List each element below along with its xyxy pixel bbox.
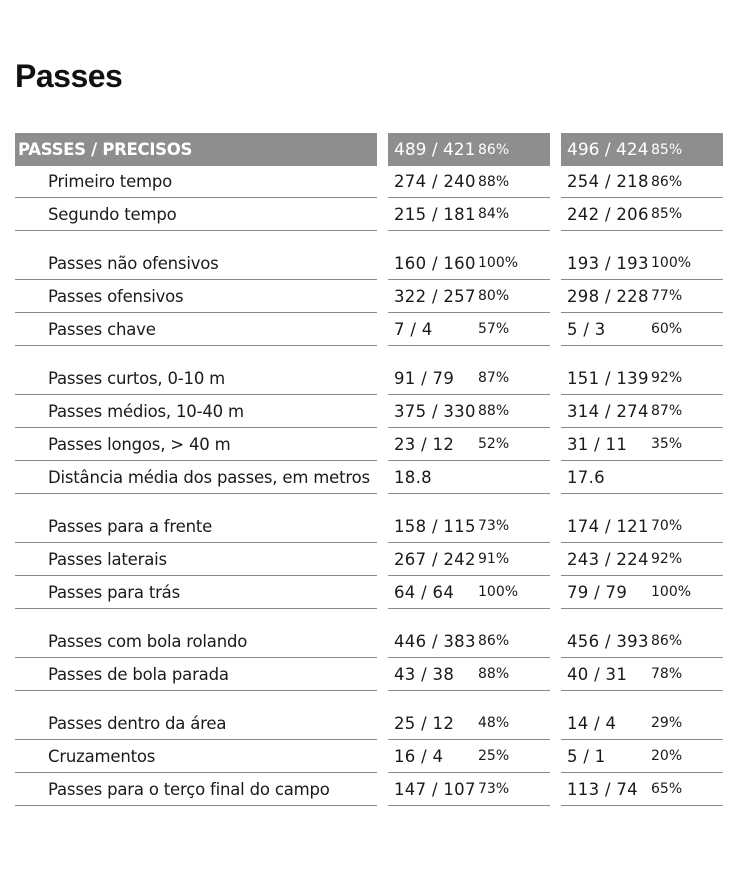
row-label: Passes de bola parada [15, 658, 377, 691]
team1-percent: 88% [476, 166, 550, 198]
team1-fraction: 160 / 160 [388, 231, 476, 280]
team2-percent: 60% [649, 313, 723, 346]
table-row [15, 346, 723, 395]
page-title: Passes [15, 58, 123, 94]
header-team2-percent: 85% [649, 133, 723, 166]
team2-percent: 85% [649, 198, 723, 231]
team2-fraction: 314 / 274 [561, 395, 649, 428]
team1-percent: 88% [476, 395, 550, 428]
table-row [15, 461, 723, 494]
column-gap [377, 461, 388, 494]
team1-percent: 80% [476, 280, 550, 313]
team1-fraction: 375 / 330 [388, 395, 476, 428]
column-gap [550, 691, 561, 740]
column-gap [550, 658, 561, 691]
team2-fraction: 243 / 224 [561, 543, 649, 576]
team1-fraction: 18.8 [388, 461, 476, 494]
team1-fraction: 25 / 12 [388, 691, 476, 740]
team1-fraction: 274 / 240 [388, 166, 476, 198]
team1-fraction: 158 / 115 [388, 494, 476, 543]
column-gap [550, 576, 561, 609]
table-row [15, 231, 723, 280]
column-gap [377, 494, 388, 543]
team2-percent [649, 461, 723, 494]
team2-fraction: 113 / 74 [561, 773, 649, 806]
team2-fraction: 17.6 [561, 461, 649, 494]
column-gap [377, 691, 388, 740]
team1-fraction: 322 / 257 [388, 280, 476, 313]
row-label: Primeiro tempo [15, 166, 377, 198]
team2-percent: 78% [649, 658, 723, 691]
team2-percent: 86% [649, 609, 723, 658]
team2-fraction: 5 / 1 [561, 740, 649, 773]
table-row [15, 740, 723, 773]
team2-fraction: 151 / 139 [561, 346, 649, 395]
team1-fraction: 215 / 181 [388, 198, 476, 231]
row-label: Segundo tempo [15, 198, 377, 231]
column-gap [377, 231, 388, 280]
team2-percent: 65% [649, 773, 723, 806]
column-gap [377, 658, 388, 691]
column-gap [550, 346, 561, 395]
column-gap [550, 740, 561, 773]
team1-fraction: 446 / 383 [388, 609, 476, 658]
table-row [15, 691, 723, 740]
row-label: Passes dentro da área [15, 691, 377, 740]
team1-fraction: 7 / 4 [388, 313, 476, 346]
row-label: Passes longos, > 40 m [15, 428, 377, 461]
column-gap [377, 133, 388, 166]
team1-percent [476, 461, 550, 494]
column-gap [377, 576, 388, 609]
column-gap [377, 198, 388, 231]
table-row [15, 658, 723, 691]
team1-percent: 25% [476, 740, 550, 773]
row-label: Passes laterais [15, 543, 377, 576]
passes-stats-table [15, 133, 723, 806]
team1-fraction: 64 / 64 [388, 576, 476, 609]
column-gap [550, 773, 561, 806]
team2-fraction: 31 / 11 [561, 428, 649, 461]
column-gap [550, 395, 561, 428]
column-gap [550, 166, 561, 198]
row-label: Distância média dos passes, em metros [15, 461, 377, 494]
row-label: Passes para a frente [15, 494, 377, 543]
team2-percent: 92% [649, 543, 723, 576]
column-gap [550, 280, 561, 313]
team1-percent: 57% [476, 313, 550, 346]
team1-fraction: 16 / 4 [388, 740, 476, 773]
row-label: Passes chave [15, 313, 377, 346]
team2-fraction: 242 / 206 [561, 198, 649, 231]
table-row [15, 395, 723, 428]
column-gap [377, 543, 388, 576]
team2-fraction: 14 / 4 [561, 691, 649, 740]
table-row [15, 773, 723, 806]
team2-percent: 100% [649, 576, 723, 609]
team1-percent: 87% [476, 346, 550, 395]
team2-percent: 70% [649, 494, 723, 543]
team2-fraction: 40 / 31 [561, 658, 649, 691]
team2-percent: 29% [649, 691, 723, 740]
table-row [15, 166, 723, 198]
row-label: Passes com bola rolando [15, 609, 377, 658]
column-gap [550, 461, 561, 494]
team2-percent: 35% [649, 428, 723, 461]
team1-fraction: 267 / 242 [388, 543, 476, 576]
column-gap [550, 494, 561, 543]
team2-percent: 20% [649, 740, 723, 773]
header-team1-fraction: 489 / 421 [388, 133, 476, 166]
table-header-row [15, 133, 723, 166]
team1-percent: 73% [476, 494, 550, 543]
table-row [15, 198, 723, 231]
header-team2-fraction: 496 / 424 [561, 133, 649, 166]
team2-percent: 86% [649, 166, 723, 198]
team2-fraction: 174 / 121 [561, 494, 649, 543]
column-gap [377, 740, 388, 773]
row-label: Passes médios, 10-40 m [15, 395, 377, 428]
row-label: Passes não ofensivos [15, 231, 377, 280]
team2-percent: 92% [649, 346, 723, 395]
table-row [15, 313, 723, 346]
table-row [15, 576, 723, 609]
column-gap [377, 346, 388, 395]
row-label: Passes para o terço final do campo [15, 773, 377, 806]
team1-percent: 48% [476, 691, 550, 740]
column-gap [377, 280, 388, 313]
team1-percent: 91% [476, 543, 550, 576]
team2-fraction: 193 / 193 [561, 231, 649, 280]
row-label: Passes para trás [15, 576, 377, 609]
team2-fraction: 79 / 79 [561, 576, 649, 609]
team1-percent: 52% [476, 428, 550, 461]
team1-fraction: 147 / 107 [388, 773, 476, 806]
column-gap [377, 773, 388, 806]
team1-percent: 88% [476, 658, 550, 691]
row-label: Passes ofensivos [15, 280, 377, 313]
team2-fraction: 298 / 228 [561, 280, 649, 313]
team1-fraction: 43 / 38 [388, 658, 476, 691]
team1-fraction: 91 / 79 [388, 346, 476, 395]
team2-fraction: 254 / 218 [561, 166, 649, 198]
row-label: Passes curtos, 0-10 m [15, 346, 377, 395]
column-gap [550, 198, 561, 231]
team2-fraction: 456 / 393 [561, 609, 649, 658]
table-row [15, 609, 723, 658]
column-gap [550, 428, 561, 461]
column-gap [550, 231, 561, 280]
team1-percent: 100% [476, 231, 550, 280]
table-row [15, 280, 723, 313]
team1-percent: 100% [476, 576, 550, 609]
table-row [15, 494, 723, 543]
table-row [15, 543, 723, 576]
team1-fraction: 23 / 12 [388, 428, 476, 461]
column-gap [377, 609, 388, 658]
team2-fraction: 5 / 3 [561, 313, 649, 346]
team2-percent: 77% [649, 280, 723, 313]
team2-percent: 100% [649, 231, 723, 280]
team2-percent: 87% [649, 395, 723, 428]
team1-percent: 73% [476, 773, 550, 806]
column-gap [377, 313, 388, 346]
row-label: Cruzamentos [15, 740, 377, 773]
column-gap [550, 609, 561, 658]
team1-percent: 86% [476, 609, 550, 658]
team1-percent: 84% [476, 198, 550, 231]
column-gap [377, 428, 388, 461]
column-gap [550, 133, 561, 166]
column-gap [550, 313, 561, 346]
column-gap [377, 166, 388, 198]
header-team1-percent: 86% [476, 133, 550, 166]
header-label: PASSES / PRECISOS [15, 133, 377, 166]
column-gap [377, 395, 388, 428]
table-row [15, 428, 723, 461]
column-gap [550, 543, 561, 576]
